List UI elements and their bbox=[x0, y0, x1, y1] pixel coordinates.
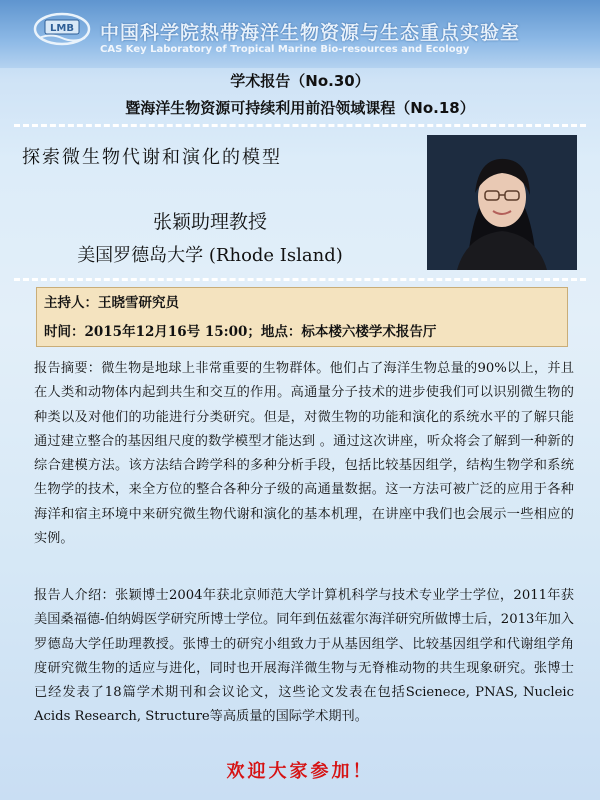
bio-paragraph: 报告人介绍：张颖博士2004年获北京师范大学计算机科学与技术专业学士学位，2011年获美国桑福德-伯纳姆医学研究所博士学位。同年到伍兹霍尔海洋研究所做博士后，2013年加入罗德岛大学任助理教授。张博士的研究小组致力于从基因组学、比较基因组学和代谢组学角度研究微生物的适应与进化，同时也开展海洋微生物与无脊椎动物的共生现象研究。张博士已经发表了18篇学术期刊和会议论文，这些论文发表在包括Scienece, PNAS, Nucleic Acids Research, Structure等高质量的国际学术期刊。 bbox=[34, 588, 574, 725]
org-name-en: CAS Key Laboratory of Tropical Marine Bio-resources and Ecology bbox=[100, 44, 470, 55]
speaker-affiliation: 美国罗德岛大学 (Rhode Island) bbox=[77, 245, 343, 266]
org-name-cn: 中国科学院热带海洋生物资源与生态重点实验室 bbox=[100, 22, 521, 44]
logo-text: LMB bbox=[50, 23, 74, 34]
speaker-name: 张颖助理教授 bbox=[152, 211, 267, 233]
divider-top bbox=[14, 124, 586, 127]
event-info-box bbox=[36, 287, 568, 347]
welcome-banner: 欢迎大家参加！ bbox=[226, 761, 374, 782]
divider-middle bbox=[14, 278, 586, 281]
speaker-photo bbox=[427, 135, 577, 270]
report-title: 学术报告（No.30） bbox=[230, 72, 370, 90]
talk-title: 探索微生物代谢和演化的模型 bbox=[22, 147, 282, 168]
abstract-paragraph: 报告摘要：微生物是地球上非常重要的生物群体。他们占了海洋生物总量的90%以上，并且在人类和动物体内起到共生和交互的作用。高通量分子技术的进步使我们可以识别微生物的种类以及对他们的功能进行分类研究。但是，对微生物的功能和演化的系统水平的了解只能通过建立整合的基因组尺度的数学模型才能达到 。通过这次讲座，听众将会了解到一种新的综合建模方法。该方法结合跨学科的多种分析手段，包括比较基因组学，结构生物学和系统生物学的技术，来全方位的整合各种分子级的高通量数据。这一方法可被广泛的应用于各种海洋和宿主环境中来研究微生物代谢和演化的基本机理，在讲座中我们也会展示一些相应的实例。 bbox=[34, 361, 574, 547]
lab-logo bbox=[33, 11, 91, 47]
host-line: 主持人：王晓雪研究员 bbox=[44, 295, 179, 311]
time-place-line: 时间：2015年12月16号 15:00；地点：标本楼六楼学术报告厅 bbox=[44, 324, 437, 340]
header-banner bbox=[0, 0, 600, 68]
report-subtitle: 暨海洋生物资源可持续利用前沿领域课程（No.18） bbox=[125, 99, 475, 117]
